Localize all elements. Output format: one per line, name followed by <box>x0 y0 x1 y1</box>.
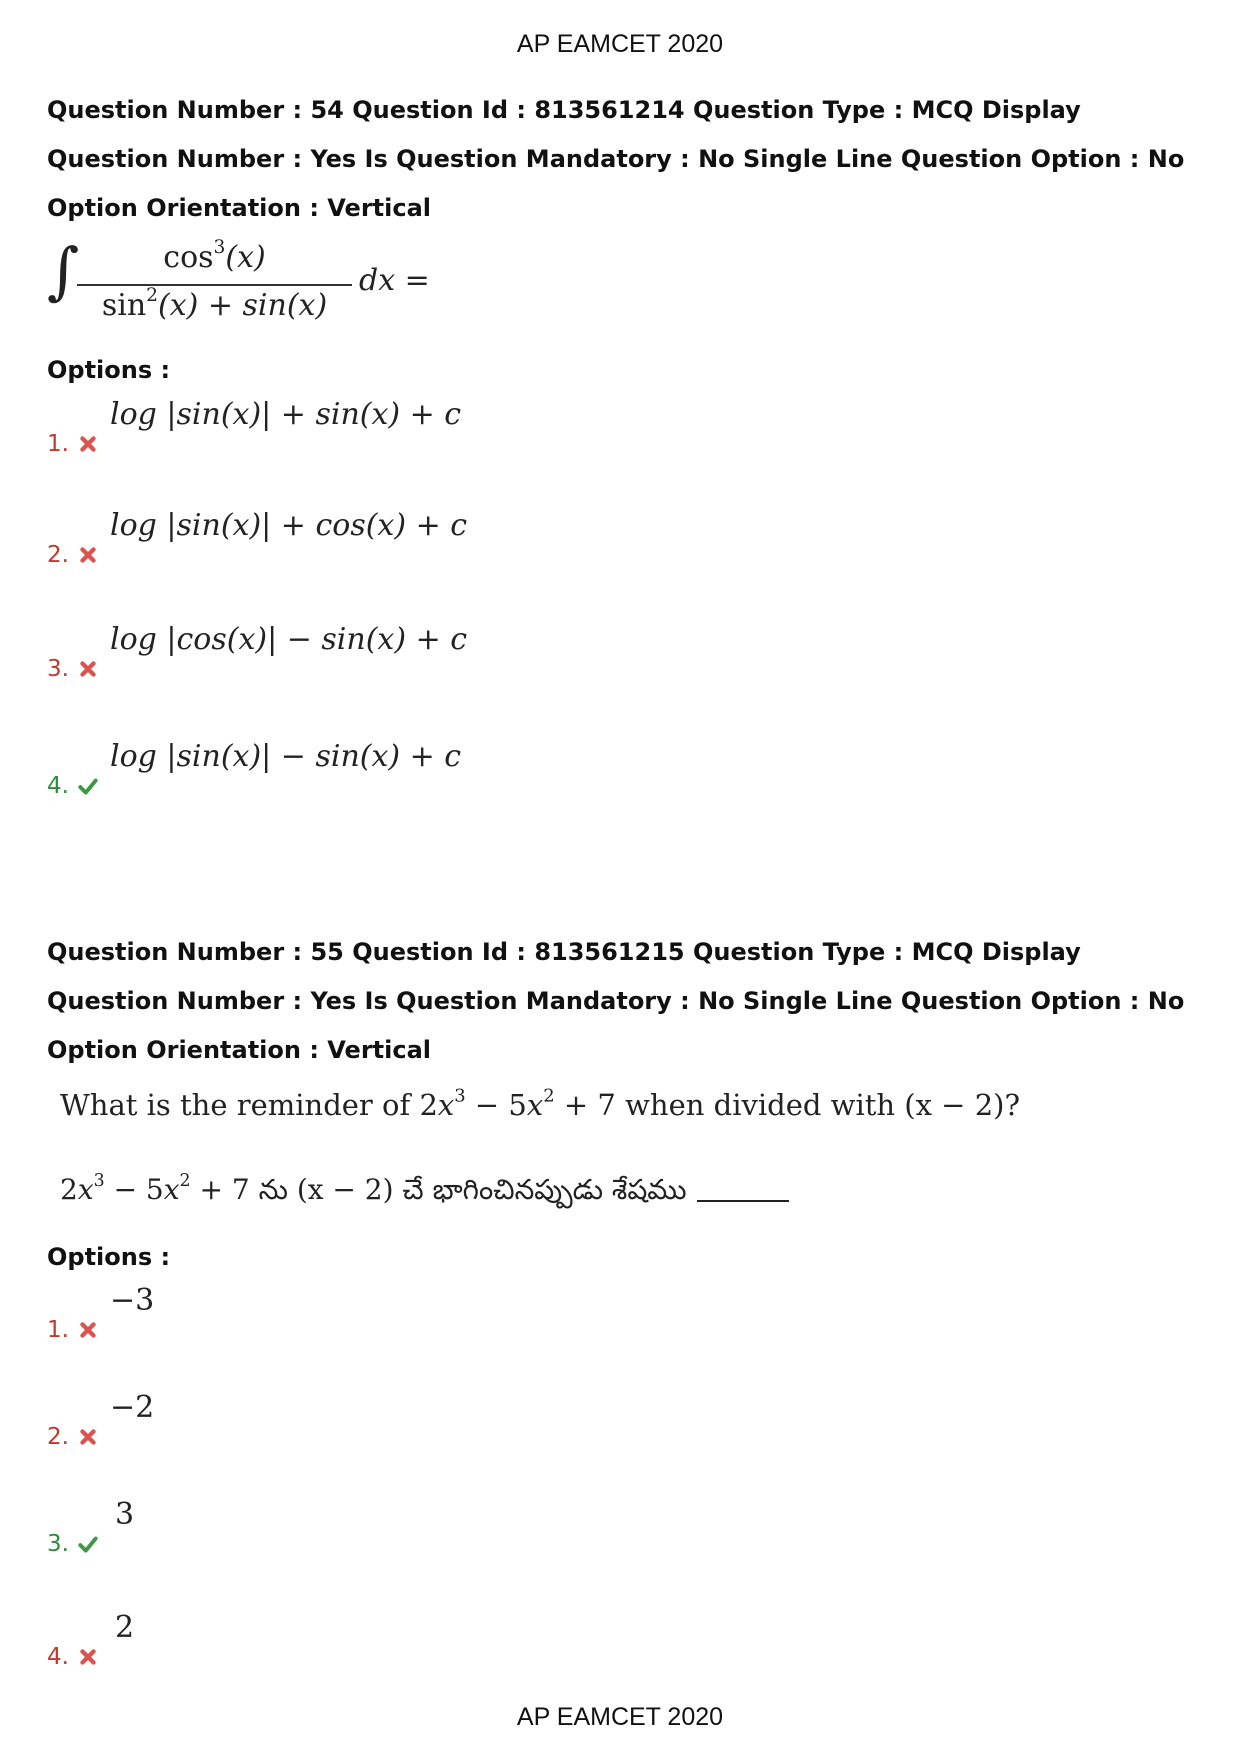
question-55-text-telugu: $2x^3 - 5x^2 + 7$ ను (x − 2) చే భాగించినప్పుడు శేషము <box>60 1173 789 1213</box>
question-54-options-label: Options : <box>47 356 171 384</box>
integral-sign: ∫ <box>47 234 80 307</box>
option-number: 2. <box>47 542 69 568</box>
fraction-numerator: $\cos^3(x)$ <box>163 237 266 275</box>
question-54-option-3 <box>47 622 947 682</box>
cross-mark-icon <box>77 433 99 455</box>
option-text: log |sin(x)| − sin(x) + c <box>110 739 462 774</box>
option-number: 3. <box>47 1531 69 1557</box>
option-text: log |sin(x)| + sin(x) + c <box>110 397 462 432</box>
option-text: log |cos(x)| − sin(x) + c <box>110 622 468 657</box>
fraction-bar <box>77 284 352 286</box>
option-text: −2 <box>110 1390 155 1425</box>
question-54-option-4 <box>47 739 947 799</box>
option-number: 4. <box>47 1644 69 1670</box>
question-55-option-4 <box>47 1610 947 1670</box>
question-54-integral <box>47 234 447 330</box>
question-54-option-2 <box>47 508 947 568</box>
fraction-denominator: $\sin^2(x) + \sin(x)$ <box>101 285 328 323</box>
option-number: 2. <box>47 1424 69 1450</box>
check-mark-icon <box>77 1533 99 1555</box>
question-54-option-1 <box>47 397 947 457</box>
option-number: 1. <box>47 431 69 457</box>
page-header: AP EAMCET 2020 <box>516 30 724 58</box>
cross-mark-icon <box>77 544 99 566</box>
check-mark-icon <box>77 775 99 797</box>
question-55-option-2 <box>47 1390 947 1450</box>
integral-dx: dx = <box>359 263 430 298</box>
option-text: 3 <box>115 1497 135 1532</box>
cross-mark-icon <box>77 1319 99 1341</box>
question-55-option-1 <box>47 1283 947 1343</box>
option-text: log |sin(x)| + cos(x) + c <box>110 508 468 543</box>
page-footer: AP EAMCET 2020 <box>516 1703 724 1731</box>
option-number: 4. <box>47 773 69 799</box>
question-55-option-3 <box>47 1497 947 1557</box>
option-number: 1. <box>47 1317 69 1343</box>
option-text: 2 <box>115 1610 135 1645</box>
cross-mark-icon <box>77 1646 99 1668</box>
question-55-text-english: What is the reminder of $2x^3 - 5x^2 + 7$ when divided with (x − 2)? <box>60 1085 1021 1122</box>
question-55-options-label: Options : <box>47 1243 171 1271</box>
question-54-meta: Question Number : 54 Question Id : 813561214 Question Type : MCQ Display Question Number : Yes Is Question Mandatory : No Single Line Question Option : No Option Orientation : Vertical <box>47 96 1185 222</box>
integral-fraction <box>77 237 352 330</box>
option-text: −3 <box>110 1283 155 1318</box>
question-55-meta: Question Number : 55 Question Id : 813561215 Question Type : MCQ Display Question Number : Yes Is Question Mandatory : No Single Line Question Option : No Option Orientation : Vertical <box>47 938 1185 1064</box>
cross-mark-icon <box>77 1426 99 1448</box>
option-number: 3. <box>47 656 69 682</box>
answer-blank <box>697 1200 789 1202</box>
cross-mark-icon <box>77 658 99 680</box>
